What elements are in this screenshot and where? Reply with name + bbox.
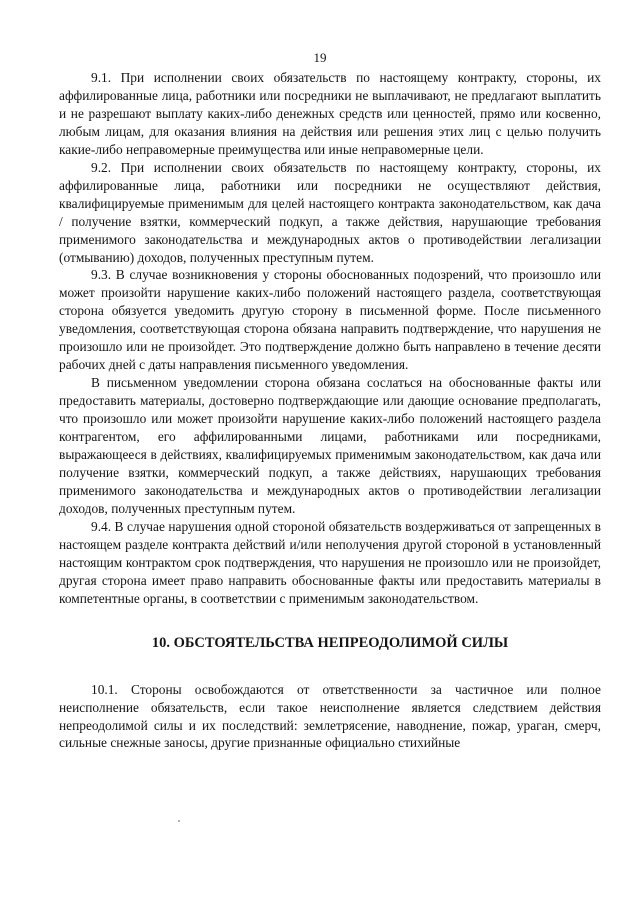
paragraph-9-3-notice: В письменном уведомлении сторона обязана сослаться на обоснованные факты или предоставить материалы, достоверно подтверждающие или дающие основание предполагать, что произошло или может произойти нарушение каких-либо положений настоящего раздела контрагентом, его аффилированными лицами, работниками или посредниками, выражающееся в действиях, квалифицируемых применимым законодательством, как дача или получение взятки, коммерческий подкуп, а также действиях, нарушающих требования применимого законодательства и международных актов о противодействии легализации доходов, полученных преступным путем. [59, 375, 601, 516]
scan-speck [178, 820, 180, 822]
paragraph-9-4: 9.4. В случае нарушения одной стороной обязательств воздерживаться от запрещенных в настоящем разделе контракта действий и/или неполучения другой стороной в установленный настоящим контрактом срок подтверждения, что нарушения не произошло или не произойдет, другая сторона имеет право направить обоснованные факты или предоставить материалы в компетентные органы, в соответствии с применимым законодательством. [59, 518, 601, 606]
document-body [59, 69, 601, 752]
section-heading: 10. ОБСТОЯТЕЛЬСТВА НЕПРЕОДОЛИМОЙ СИЛЫ [151, 634, 509, 651]
paragraph-9-3: 9.3. В случае возникновения у стороны обоснованных подозрений, что произошло или может произойти нарушение каких-либо положений настоящего раздела, соответствующая сторона обязуется уведомить другую сторону в письменной форме. После письменного уведомления, соответствующая сторона обязана направить подтверждение, что нарушения не произошло или не произойдет. Это подтверждение должно быть направлено в течение десяти рабочих дней с даты направления письменного уведомления. [59, 267, 601, 373]
paragraph-9-2: 9.2. При исполнении своих обязательств по настоящему контракту, стороны, их аффилированные лица, работники или посредники не осуществляют действия, квалифицируемые применимым для целей настоящего контракта законодательством, как дача / получение взятки, коммерческий подкуп, а также действия, нарушающие требования применимого законодательства и международных актов о противодействии легализации (отмыванию) доходов, полученных преступным путем. [59, 159, 601, 265]
paragraph-9-1: 9.1. При исполнении своих обязательств по настоящему контракту, стороны, их аффилированные лица, работники или посредники не выплачивают, не предлагают выплатить и не разрешают выплату каких-либо денежных средств или ценностей, прямо или косвенно, любым лицам, для оказания влияния на действия или решения этих лиц с целью получить какие-либо неправомерные преимущества или иные неправомерные цели. [59, 70, 601, 157]
page-number: 19 [313, 50, 327, 65]
paragraph-10-1: 10.1. Стороны освобождаются от ответственности за частичное или полное неисполнение обязательств, если такое неисполнение является следствием действия непреодолимой силы и их последствий: землетрясение, наводнение, пожар, ураган, смерч, сильные снежные заносы, другие признанные официально стихийные [59, 681, 601, 751]
